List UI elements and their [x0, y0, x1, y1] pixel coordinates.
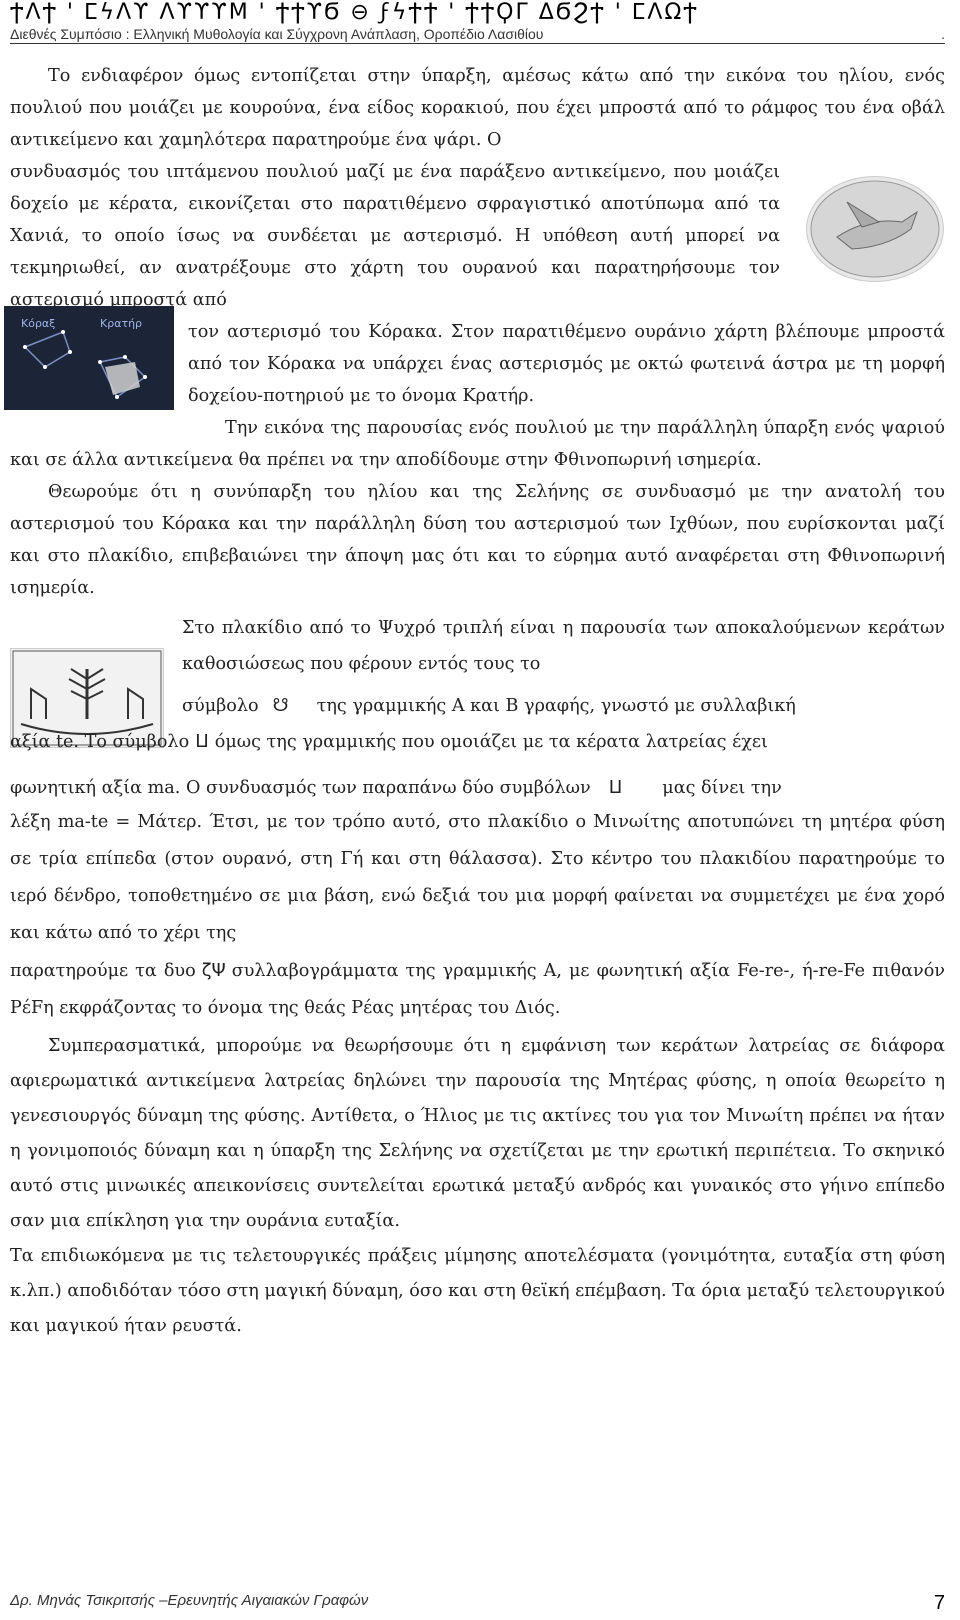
paragraph-4-fere-line [10, 952, 945, 1027]
paragraph-4f: φωνητική αξία ma. Ο συνδυασμός των παραπάνω δύο συμβόλων [10, 778, 591, 798]
header-dot: . [941, 26, 945, 42]
te-symbol-icon: ☋ [272, 695, 289, 716]
paragraph-4-mate-line [10, 772, 945, 804]
paragraph-3: Θεωρούμε ότι η συνύπαρξη του ηλίου και της Σελήνης σε συνδυασμό με την ανατολή του αστερισμού του Κόρακα και την παράλληλη δύση του αστερισμού των Ιχθύων, που ευρίσκονται μαζί και στο πλακίδιο, επιβεβαιώνει την άποψη μας ότι και το εύρημα αυτό αναφέρεται στη Φθινοπωρινή ισημερία. [10, 482, 945, 598]
page-footer [10, 1592, 945, 1615]
paragraph-1c: τον αστερισμό του Κόρακα. Στον παρατιθέμενο ουράνιο χάρτη βλέπουμε μπροστά από τον Κόρακα να υπάρχει ένας αστερισμός με οκτώ φωτεινά άστρα με τη μορφή δοχείου-ποτηριού με το όνομα Κρατήρ. [188, 322, 945, 406]
paragraph-2: Την εικόνα της παρουσίας ενός πουλιού με την παράλληλη ύπαρξη ενός ψαριού και σε άλλα αντικείμενα θα πρέπει να την αποδίδουμε στην Φθινοπωρινή ισημερία. [10, 418, 945, 470]
paragraph-4c: της γραμμικής Α και Β γραφής, γνωστό με συλλαβική [316, 696, 796, 716]
ma-symbol-icon: ⵡ [195, 731, 209, 752]
paragraph-1: Το ενδιαφέρον όμως εντοπίζεται στην ύπαρξη, αμέσως κάτω από την εικόνα του ηλίου, ενός πουλιού που μοιάζει με κουρούνα, ένα είδος κορακιού, που έχει μπροστά από το ράμφος του ένα οβάλ αντικείμενο και χαμηλότερα παρατηρούμε ένα ψάρι. Ο [10, 66, 945, 150]
page-header [10, 0, 945, 44]
paragraph-4-symbol-line [182, 690, 945, 722]
paragraph-4g: μας δίνει την [662, 778, 782, 798]
paragraph-4a: Στο πλακίδιο από το Ψυχρό τριπλή είναι η παρουσία των αποκαλούμενων κεράτων καθοσιώσεως που φέρουν εντός τους το [182, 618, 945, 674]
paragraph-4-ma-line [10, 726, 945, 758]
paragraph-4d: αξία te. Το σύμβολο [10, 732, 190, 752]
sky-label-krater: Κρατήρ [100, 317, 143, 330]
footer-author: Δρ. Μηνάς Τσικριτσής –Ερευνητής Αιγαιακών Γραφών [10, 1592, 369, 1609]
conference-title: Διεθνές Συμπόσιο : Ελληνική Μυθολογία και Σύγχρονη Ανάπλαση, Οροπέδιο Λασιθίου [10, 26, 544, 42]
paragraph-4e: όμως της γραμμικής που ομοιάζει με τα κέρατα λατρείας έχει [214, 732, 768, 752]
fere-syllabograms-icon: ζΨ [201, 960, 226, 981]
paragraph-4h: λέξη ma-te = Μάτερ. Έτσι, με τον τρόπο αυτό, στο πλακίδιο ο Μινωίτης αποτυπώνει τη μητέρα φύση σε τρία επίπεδα (στον ουρανό, στη Γή και στη θάλασσα). Στο κέντρο του πλακιδίου παρατηρούμε το ιερό δένδρο, τοποθετημένο σε μια βάση, ενώ δεξιά του μια μορφή φαίνεται να συμμετέχει με ένα χορό και κάτω από το χέρι της [10, 812, 945, 943]
paragraph-1b: συνδυασμός του ιπτάμενου πουλιού μαζί με ένα παράξενο αντικείμενο, που μοιάζει δοχείο με κέρατα, εικονίζεται στο παρατιθέμενο σφραγιστικό αποτύπωμα από τα Χανιά, το οποίο ίσως να συνδέεται με αστερισμό. Η υπόθεση αυτή μπορεί να τεκμηριωθεί, αν ανατρέξουμε στο χάρτη του ουρανού και παρατηρήσουμε τον αστερισμό μπροστά από [10, 162, 780, 310]
paragraph-5: Συμπερασματικά, μπορούμε να θεωρήσουμε ότι η εμφάνιση των κεράτων λατρείας σε διάφορα αφιερωματικά αντικείμενα λατρείας δηλώνει την παρουσία της Μητέρας φύσης, η οποία θεωρείτο η γενεσιουργός δύναμη της φύσης. Αντίθετα, ο Ήλιος με τις ακτίνες του για τον Μινωίτη πρέπει να ήταν η γονιμοποιός δύναμη και η ύπαρξη της Σελήνης να σχετίζεται με την ερωτική περιπέτεια. Το σκηνικό αυτό στις μινωικές απεικονίσεις συντελείται ερωτικά μεταξύ ανδρός και γυναικός στο γήινο επίπεδο σαν μια επίκληση για την ουράνια ευταξία. [10, 1036, 945, 1231]
paragraph-4i: παρατηρούμε τα δυο [10, 961, 196, 981]
linear-script-header: ϮΛϮ ' ⵎϟΛϒ ΛϒϒϒΜ ' ϮϮϒϬ ⊖ ϝϟϮϮ ' ϮϮϘΓ ΔϬϨϮ ' ⵎΛΩϮ [10, 0, 699, 25]
paragraph-4j: συλλαβογράμματα της γραμμικής Α, με φωνητική αξία Fe-re-, ή-re-Fe πιθανόν ΡέFη εκφράζοντας το όνομα της θεάς Ρέας μητέρας του Διός. [10, 961, 945, 1018]
sky-label-korax: Κόραξ [21, 317, 56, 330]
article-body [10, 60, 945, 1344]
paragraph-4b: σύμβολο [182, 696, 259, 716]
page-number: 7 [933, 1592, 945, 1614]
mate-symbols-icon: ⵡ [608, 777, 623, 798]
conference-line [10, 26, 945, 44]
paragraph-6: Τα επιδιωκόμενα με τις τελετουργικές πράξεις μίμησης αποτελέσματα (γονιμότητα, ευταξία στη φύση κ.λπ.) αποδιδόταν τόσο στη μαγική δύναμη, όσο και στη θεϊκή επέμβαση. Τα όρια μεταξύ τελετουργικού και μαγικού ήταν ρευστά. [10, 1246, 945, 1336]
